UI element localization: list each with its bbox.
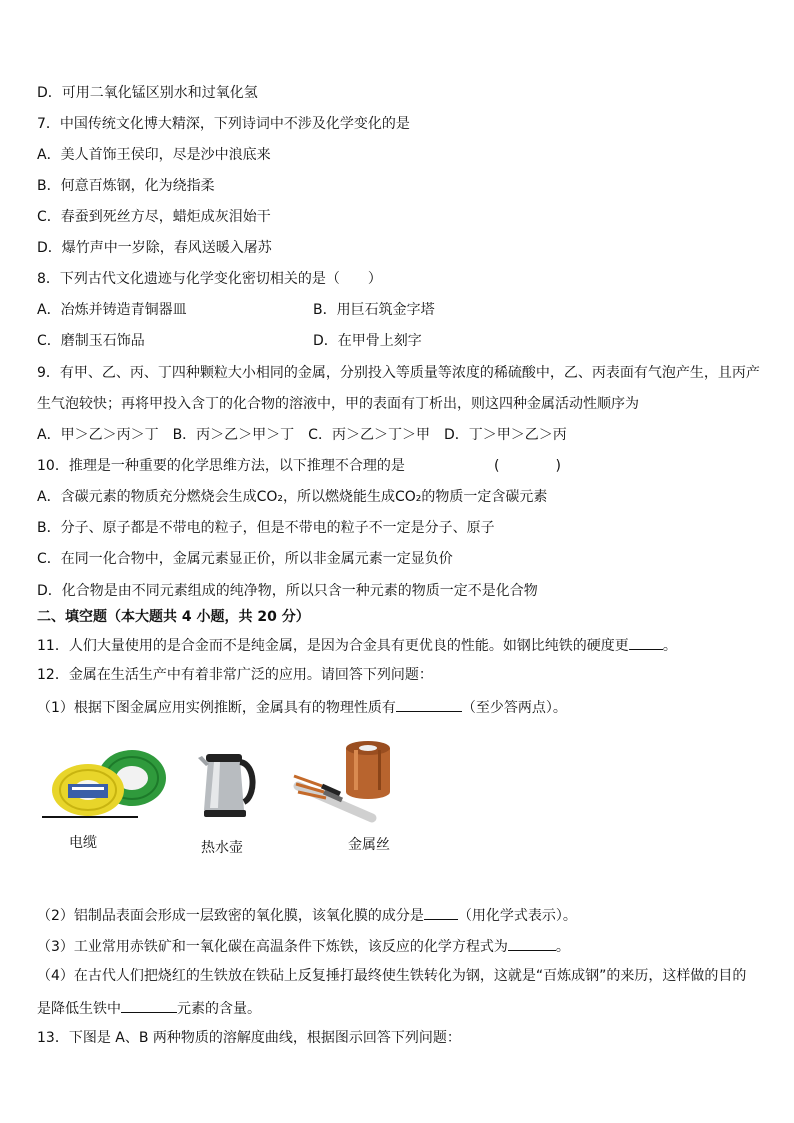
q11-stem — [37, 635, 677, 655]
section-2-heading: 二、填空题（本大题共 4 小题，共 20 分） — [37, 609, 310, 625]
q9-options: A．甲＞乙＞丙＞丁 B．丙＞乙＞甲＞丁 C．丙＞乙＞丁＞甲 D．丁＞甲＞乙＞丙 — [37, 427, 567, 443]
q12-part2-end: （用化学式表示）。 — [457, 908, 577, 924]
q6-option-d: D．可用二氧化锰区别水和过氧化氢 — [37, 85, 258, 101]
q12-part1-end: （至少答两点）。 — [461, 700, 567, 716]
q12-part4-line2 — [37, 998, 261, 1018]
q12-part3-end: 。 — [555, 939, 570, 955]
q9-stem-line1: 9．有甲、乙、丙、丁四种颗粒大小相同的金属，分别投入等质量等浓度的稀硫酸中，乙、丙表面有气泡产生，且丙产 — [37, 365, 760, 381]
q7-option-a: A．美人首饰王侯印，尽是沙中浪底来 — [37, 147, 271, 163]
q11-blank[interactable] — [629, 635, 663, 650]
wire-caption: 金属丝 — [348, 837, 390, 853]
q8-option-b: B．用巨石筑金字塔 — [313, 302, 435, 318]
q8-option-a: A．冶炼并铸造青铜器皿 — [37, 302, 187, 318]
q11-end: 。 — [662, 638, 677, 654]
q7-option-c: C．春蚕到死丝方尽，蜡炬成灰泪始干 — [37, 209, 271, 225]
q12-part4-text: 是降低生铁中 — [37, 1001, 121, 1017]
q12-part1 — [37, 697, 567, 717]
q10-answer-paren: ( ) — [494, 458, 561, 474]
q8-option-d: D．在甲骨上刻字 — [313, 333, 422, 349]
q13-stem: 13．下图是 A、B 两种物质的溶解度曲线，根据图示回答下列问题： — [37, 1030, 461, 1046]
q12-part2-text: （2）铝制品表面会形成一层致密的氧化膜，该氧化膜的成分是 — [37, 908, 424, 924]
q10-option-d: D．化合物是由不同元素组成的纯净物，所以只含一种元素的物质一定不是化合物 — [37, 583, 538, 599]
cable-caption: 电缆 — [69, 835, 97, 851]
q12-part3-blank[interactable] — [508, 936, 556, 951]
q12-part1-text: （1）根据下图金属应用实例推断，金属具有的物理性质有 — [37, 700, 396, 716]
q11-text: 11．人们大量使用的是合金而不是纯金属，是因为合金具有更优良的性能。如钢比纯铁的硬度更 — [37, 638, 629, 654]
q12-part2 — [37, 905, 577, 925]
q7-stem: 7．中国传统文化博大精深，下列诗词中不涉及化学变化的是 — [37, 116, 410, 132]
q10-option-b: B．分子、原子都是不带电的粒子，但是不带电的粒子不一定是分子、原子 — [37, 520, 495, 536]
q8-stem: 8．下列古代文化遗迹与化学变化密切相关的是（ ） — [37, 271, 382, 287]
q9-stem-line2: 生气泡较快；再将甲投入含丁的化合物的溶液中，甲的表面有丁析出，则这四种金属活动性顺序为 — [37, 396, 639, 412]
cable-image — [40, 738, 170, 822]
q12-part4-blank[interactable] — [121, 998, 177, 1013]
q10-option-c: C．在同一化合物中，金属元素显正价，所以非金属元素一定显负价 — [37, 551, 453, 567]
q7-option-d: D．爆竹声中一岁除，春风送暖入屠苏 — [37, 240, 272, 256]
metal-wire-image — [292, 734, 404, 824]
q12-part1-blank[interactable] — [396, 697, 462, 712]
kettle-caption: 热水壶 — [201, 840, 243, 856]
q12-part4-line1: （4）在古代人们把烧红的生铁放在铁砧上反复捶打最终使生铁转化为钢，这就是“百炼成钢”的来历，这样做的目的 — [37, 968, 747, 984]
q12-part3-text: （3）工业常用赤铁矿和一氧化碳在高温条件下炼铁，该反应的化学方程式为 — [37, 939, 508, 955]
q10-option-a: A．含碳元素的物质充分燃烧会生成CO₂，所以燃烧能生成CO₂的物质一定含碳元素 — [37, 489, 548, 505]
q12-part2-blank[interactable] — [424, 905, 458, 920]
q10-stem: 10．推理是一种重要的化学思维方法，以下推理不合理的是 — [37, 458, 405, 474]
q12-stem: 12．金属在生活生产中有着非常广泛的应用。请回答下列问题： — [37, 667, 433, 683]
kettle-image — [196, 744, 258, 818]
q8-option-c: C．磨制玉石饰品 — [37, 333, 145, 349]
q7-option-b: B．何意百炼钢，化为绕指柔 — [37, 178, 215, 194]
q12-part4-end: 元素的含量。 — [177, 1001, 261, 1017]
q12-part3 — [37, 936, 570, 956]
